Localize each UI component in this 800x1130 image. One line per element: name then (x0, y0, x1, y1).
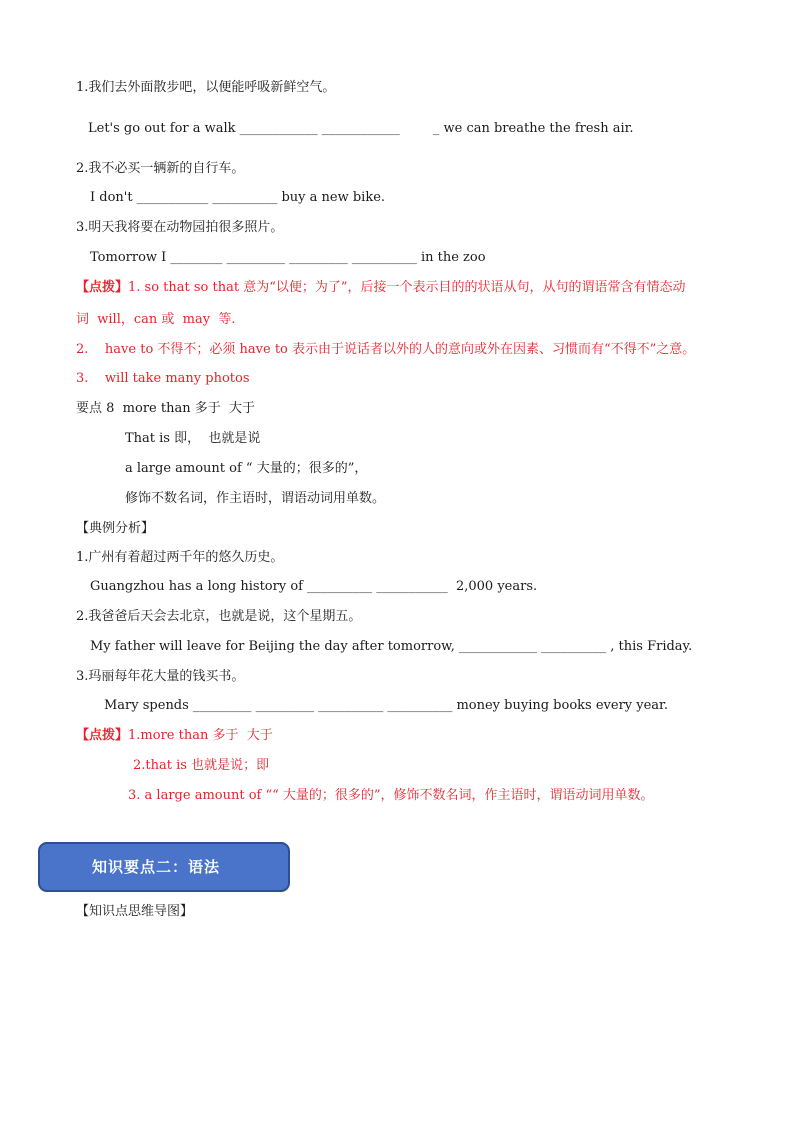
tip-item-1: 1. so that so that 意为“以便；为了”，后接一个表示目的的状语从句，从句的谓语常含有情态动 (128, 280, 686, 295)
ex-q1-english: Guangzhou has a long history of __________ ___________ 2,000 years. (90, 579, 538, 594)
point8-line-2: That is 即， 也就是说 (125, 431, 261, 446)
tip-item-3: 3. will take many photos (76, 371, 250, 386)
ex-q3-chinese: 3.玛丽每年花大量的钱买书。 (76, 669, 245, 684)
point8-line-4: 修饰不数名词，作主语时，谓语动词用单数。 (125, 491, 386, 506)
tip-label-2: 【点拨】 (76, 728, 129, 743)
ex-q2-chinese: 2.我爸爸后天会去北京，也就是说，这个星期五。 (76, 609, 362, 624)
section-header-box (38, 842, 290, 892)
tip-block-1 (76, 280, 686, 296)
tip-label: 【点拨】 (76, 280, 129, 295)
tip-item-2: 2. have to 不得不；必须 have to 表示由于说话者以外的人的意向或外在因素、习惯而有“不得不”之意。 (76, 342, 696, 357)
q1-chinese: 1.我们去外面散步吧，以便能呼吸新鲜空气。 (76, 80, 336, 95)
point8-title: 要点 8 more than 多于 大于 (76, 401, 255, 416)
q2-english: I don't ___________ __________ buy a new bike. (90, 190, 386, 205)
mindmap-label: 【知识点思维导图】 (76, 904, 194, 919)
tip2-item-3: 3. a large amount of ““ 大量的；很多的”，修饰不数名词，作主语时，谓语动词用单数。 (128, 788, 654, 803)
q1-english: Let's go out for a walk ____________ ____________ _ we can breathe the fresh air. (88, 121, 634, 136)
tip2-item-2: 2.that is 也就是说；即 (133, 758, 270, 773)
tip-item-1-continued: 词 will，can 或 may 等. (76, 312, 236, 327)
tip2-item-1: 1.more than 多于 大于 (128, 728, 273, 743)
section-header-title: 知识要点二：语法 (92, 858, 221, 876)
q3-chinese: 3.明天我将要在动物园拍很多照片。 (76, 220, 284, 235)
q2-chinese: 2.我不必买一辆新的自行车。 (76, 161, 245, 176)
example-heading: 【典例分析】 (76, 521, 155, 536)
ex-q1-chinese: 1.广州有着超过两千年的悠久历史。 (76, 550, 284, 565)
ex-q2-english: My father will leave for Beijing the day after tomorrow, ____________ __________ , this Friday. (90, 639, 693, 654)
point8-line-3: a large amount of “ 大量的；很多的”， (125, 461, 368, 476)
tip-block-2 (76, 728, 273, 744)
q3-english: Tomorrow I ________ _________ _________ __________ in the zoo (90, 250, 486, 265)
ex-q3-english: Mary spends _________ _________ __________ __________ money buying books every year. (104, 698, 668, 713)
